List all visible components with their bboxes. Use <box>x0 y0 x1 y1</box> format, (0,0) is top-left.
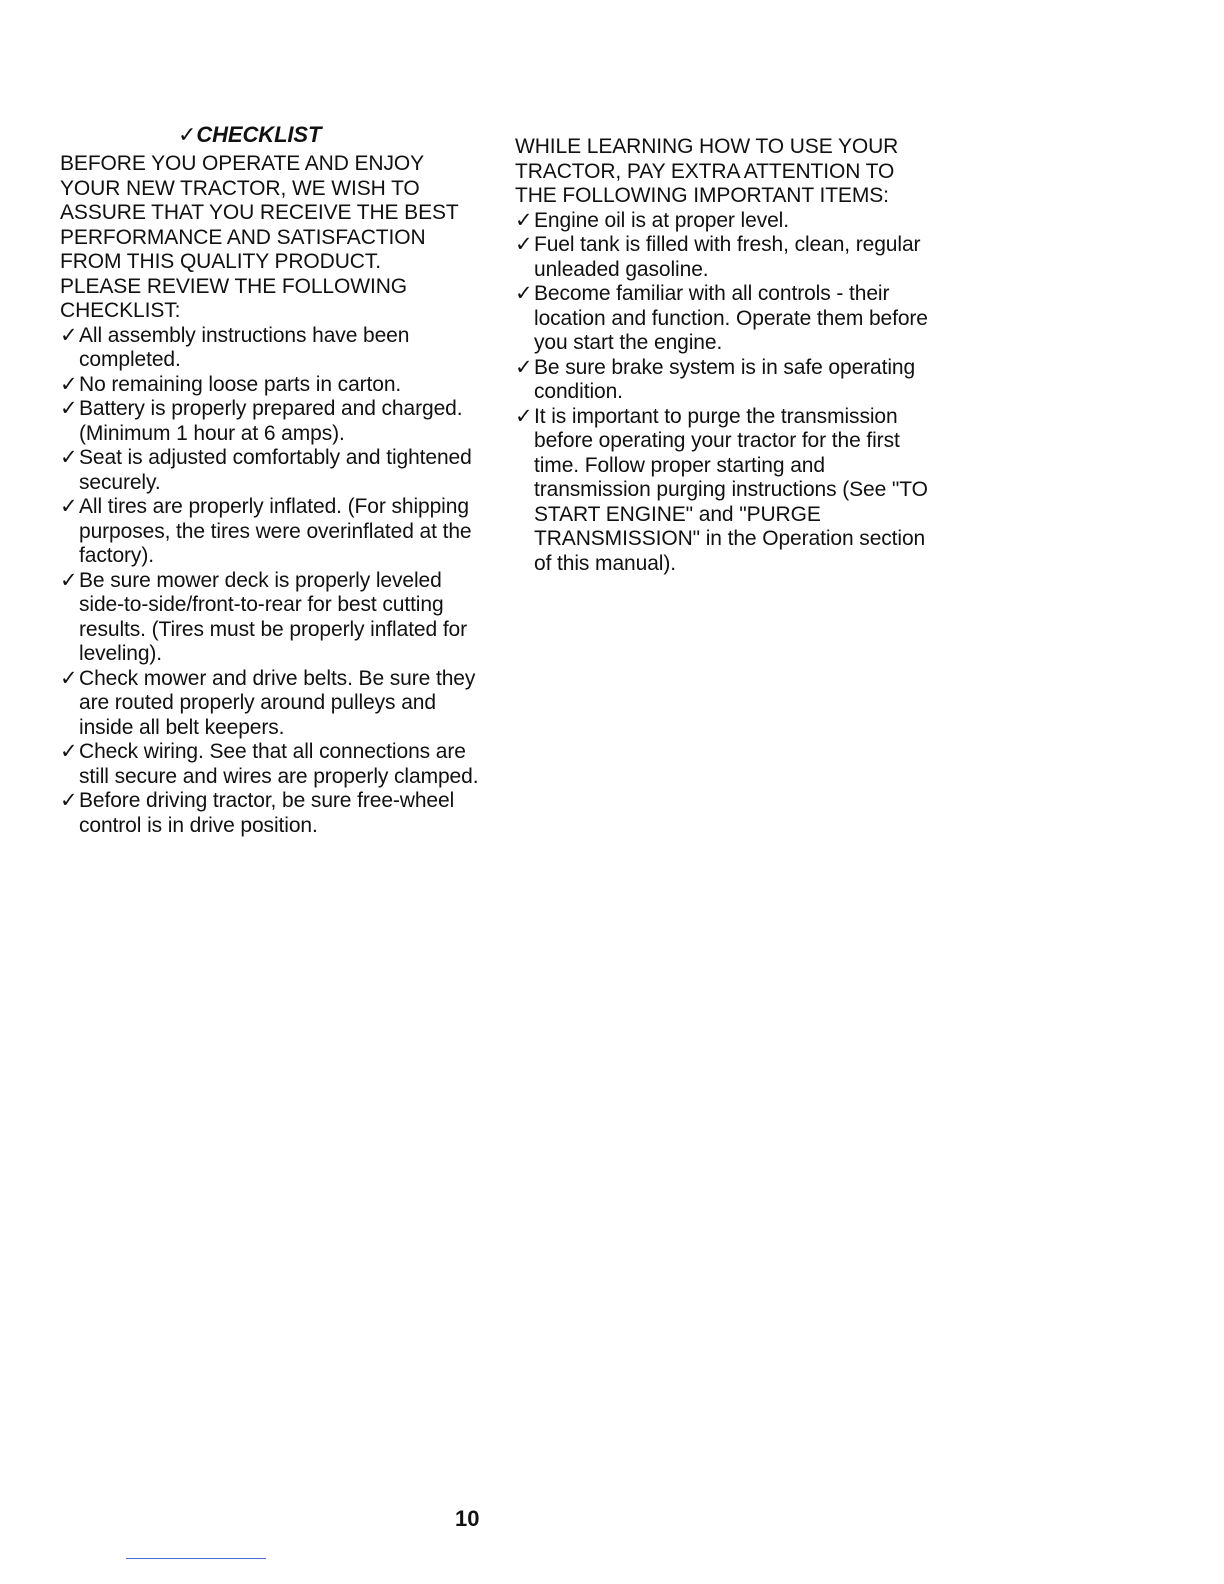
attention-paragraph: WHILE LEARNING HOW TO USE YOUR TRACTOR, PAY EXTRA ATTENTION TO THE FOLLOWING IMPORTANT ITEMS: <box>515 135 899 207</box>
check-icon: ✓ <box>60 323 78 347</box>
check-icon: ✓ <box>515 355 533 379</box>
check-icon: ✓ <box>515 208 533 232</box>
checklist-item-text: Check mower and drive belts. Be sure they are routed properly around pulleys and inside all belt keepers. <box>79 666 476 739</box>
right-checklist <box>515 209 935 577</box>
check-icon: ✓ <box>515 282 533 305</box>
checklist-item-text: All assembly instructions have been completed. <box>79 323 410 371</box>
footer-divider <box>126 1558 266 1559</box>
checklist-item-text: Be sure brake system is in safe operating condition. <box>534 355 916 403</box>
checklist-item-text: Before driving tractor, be sure free-wheel control is in drive position. <box>79 789 455 837</box>
check-icon: ✓ <box>60 740 78 763</box>
page-number: 10 <box>455 1506 480 1531</box>
checklist-item <box>60 397 480 446</box>
checklist-item <box>60 569 480 667</box>
checklist-title-text: CHECKLIST <box>196 122 322 147</box>
check-icon: ✓ <box>60 666 78 690</box>
check-icon: ✓ <box>60 568 78 592</box>
checklist-item <box>60 740 480 789</box>
checklist-item-text: Be sure mower deck is properly leveled side-to-side/front-to-rear for best cutting results. (Tires must be properly inflated for leveling). <box>79 568 468 665</box>
checklist-item-text: No remaining loose parts in carton. <box>79 372 402 396</box>
check-icon: ✓ <box>60 789 78 812</box>
checklist-item-text: Fuel tank is filled with fresh, clean, regular unleaded gasoline. <box>534 233 921 281</box>
checklist-item-text: It is important to purge the transmission before operating your tractor for the first time. Follow proper starting and transmission purging instructions (See "TO START ENGINE" and "PURGE TRANSMISSION" in the Operation section of this manual). <box>534 404 928 575</box>
checklist-item <box>60 324 480 373</box>
checklist-item <box>515 233 935 282</box>
right-column <box>515 135 935 576</box>
checklist-item-text: Become familiar with all controls - their location and function. Operate them before you start the engine. <box>534 282 928 354</box>
checklist-item-text: Check wiring. See that all connections are still secure and wires are properly clamped. <box>79 740 479 788</box>
checklist-item-text: Battery is properly prepared and charged. (Minimum 1 hour at 6 amps). <box>79 397 463 445</box>
checklist-item-text: All tires are properly inflated. (For shipping purposes, the tires were overinflated at the factory). <box>79 495 472 567</box>
check-icon: ✓ <box>178 122 197 147</box>
checklist-item <box>515 356 935 405</box>
check-icon: ✓ <box>515 404 533 428</box>
checklist-item <box>60 373 480 398</box>
checklist-item <box>515 282 935 356</box>
checklist-item <box>60 667 480 741</box>
checklist-item-text: Engine oil is at proper level. <box>534 208 789 232</box>
checklist-item <box>515 405 935 577</box>
review-paragraph: PLEASE REVIEW THE FOLLOWING CHECKLIST: <box>60 274 407 322</box>
intro-paragraph: BEFORE YOU OPERATE AND ENJOY YOUR NEW TRACTOR, WE WISH TO ASSURE THAT YOU RECEIVE THE BEST PERFORMANCE AND SATISFACTION FROM THIS QUALITY PRODUCT. <box>60 152 459 273</box>
left-column <box>60 122 480 838</box>
check-icon: ✓ <box>60 372 78 396</box>
checklist-item <box>515 209 935 234</box>
left-checklist <box>60 324 480 839</box>
checklist-item <box>60 495 480 569</box>
check-icon: ✓ <box>60 446 78 469</box>
check-icon: ✓ <box>60 495 78 518</box>
checklist-item <box>60 446 480 495</box>
checklist-title <box>178 122 480 148</box>
checklist-item-text: Seat is adjusted comfortably and tightened securely. <box>79 446 472 494</box>
check-icon: ✓ <box>515 233 533 256</box>
checklist-item <box>60 789 480 838</box>
check-icon: ✓ <box>60 397 78 420</box>
